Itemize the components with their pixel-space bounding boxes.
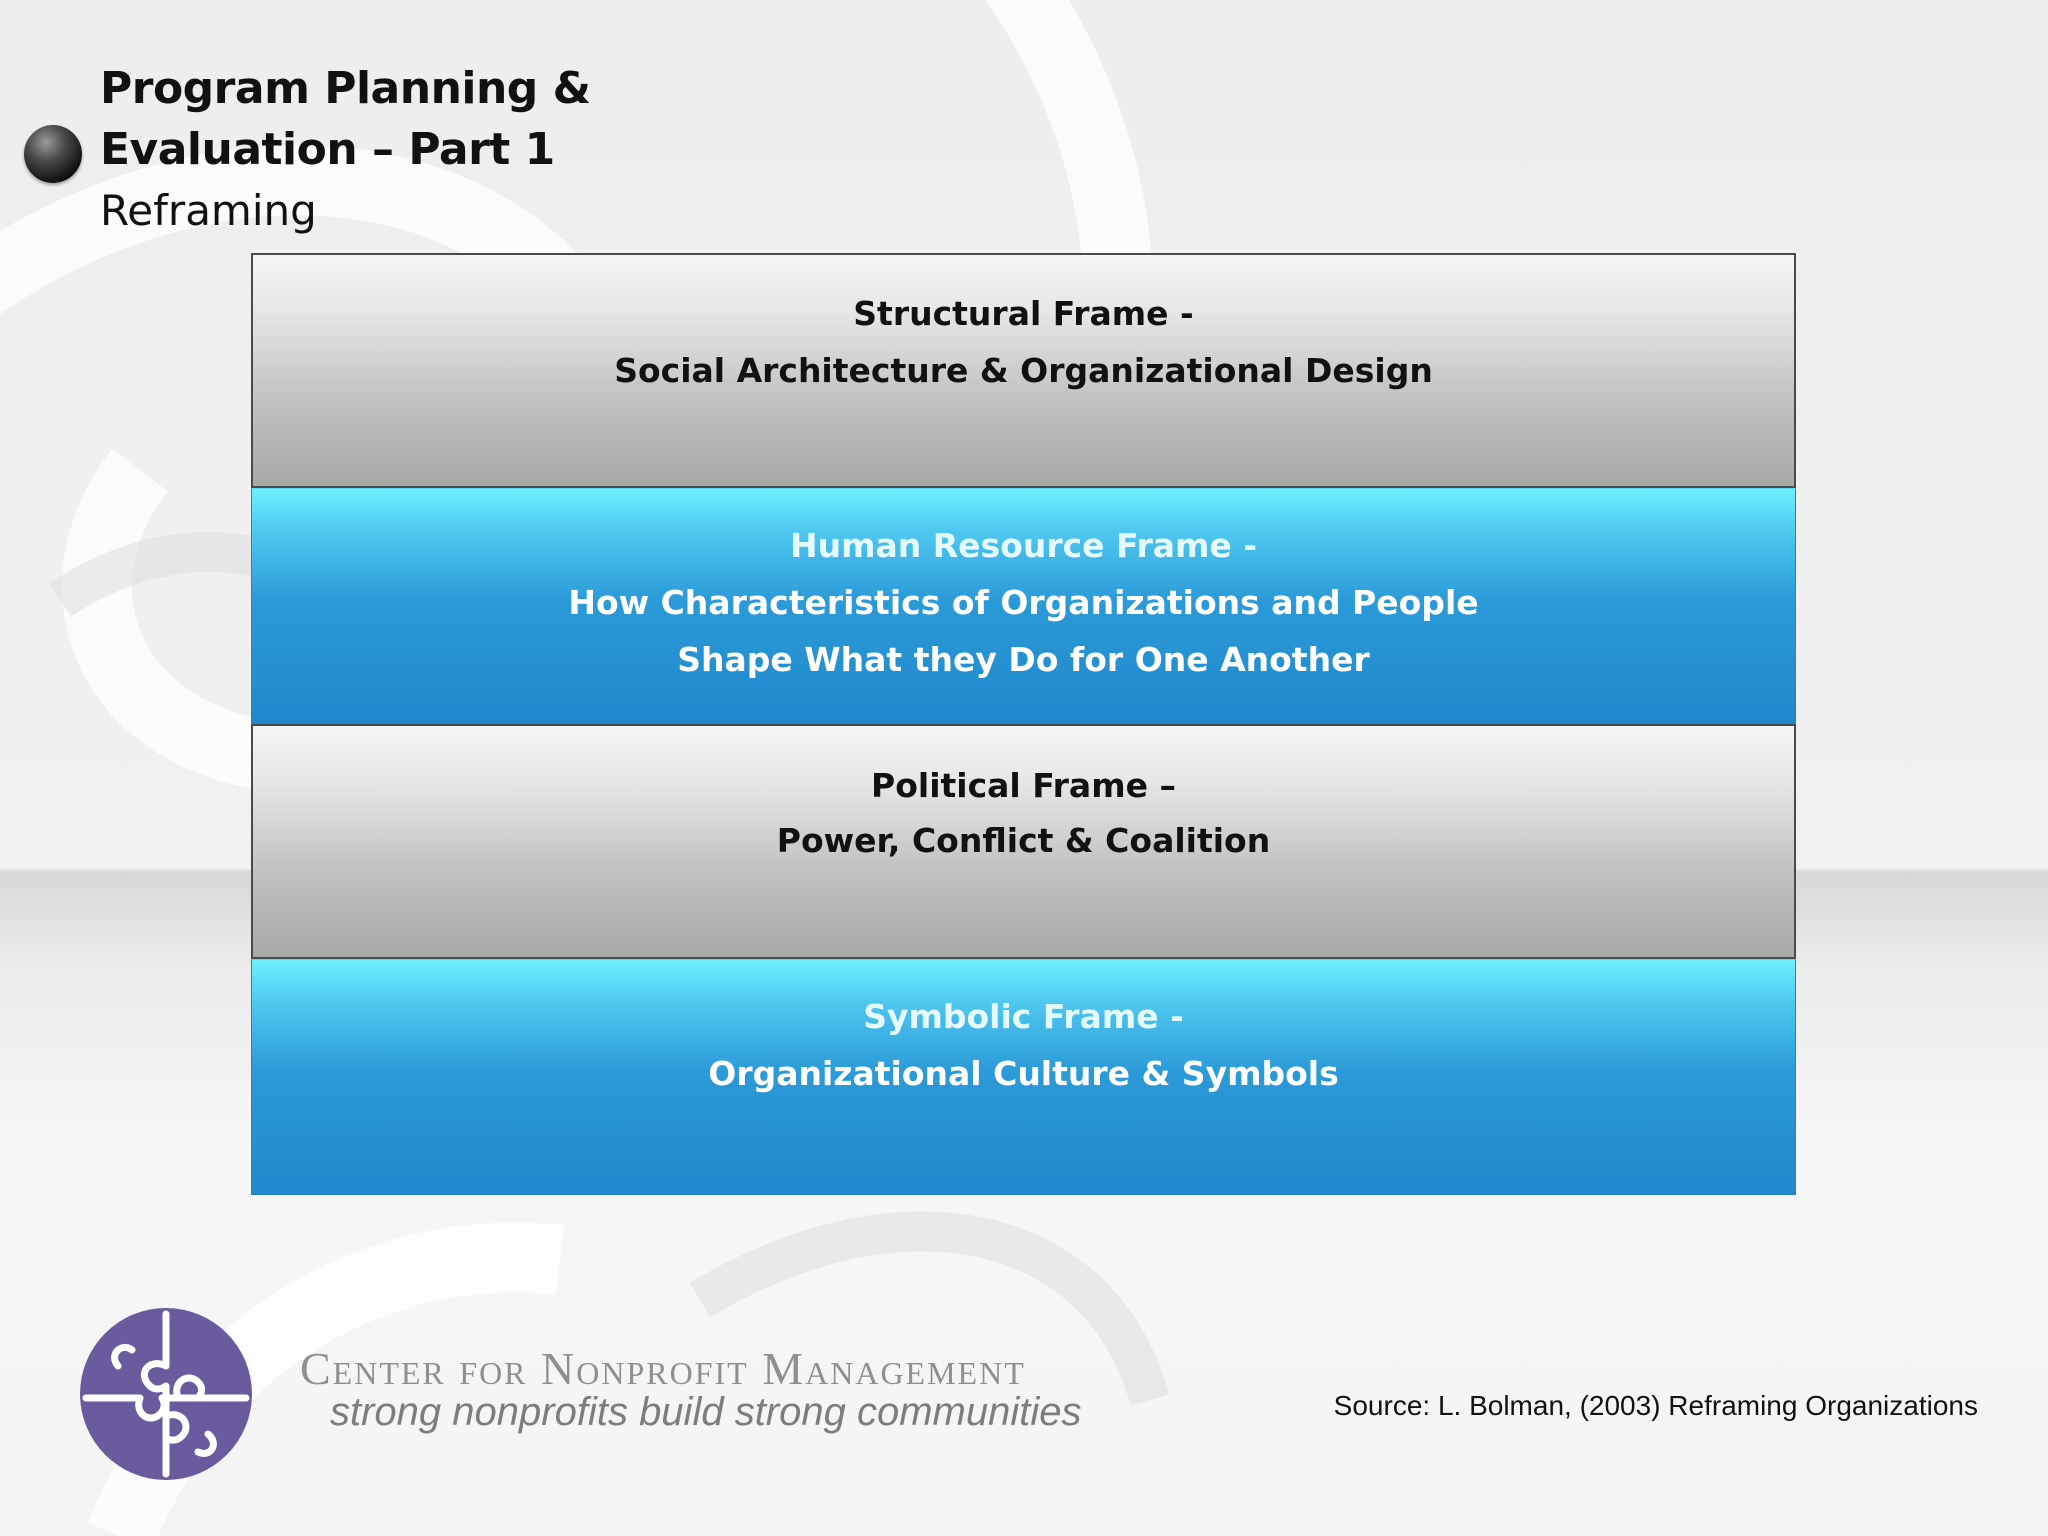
symbolic-frame-box	[251, 959, 1796, 1195]
frames-stack	[251, 253, 1796, 1195]
title-line-2: Evaluation – Part 1	[100, 124, 555, 175]
black-sphere-bullet-icon	[24, 125, 82, 183]
frame-heading: Political Frame –	[871, 766, 1176, 805]
slide-subtitle: Reframing	[100, 186, 317, 235]
structural-frame-box	[251, 253, 1796, 488]
frame-description: Social Architecture & Organizational Design	[614, 351, 1433, 390]
puzzle-logo-icon	[78, 1306, 254, 1482]
human-resource-frame-box	[251, 488, 1796, 724]
source-citation: Source: L. Bolman, (2003) Reframing Organizations	[1333, 1390, 1978, 1421]
frame-heading: Structural Frame -	[853, 294, 1194, 333]
frame-heading: Symbolic Frame -	[863, 997, 1184, 1036]
frame-heading: Human Resource Frame -	[790, 526, 1257, 565]
org-name: Center for Nonprofit Management	[300, 1343, 1026, 1394]
frame-description: Power, Conflict & Coalition	[776, 821, 1271, 860]
frame-description: Organizational Culture & Symbols	[708, 1054, 1339, 1093]
org-tagline: strong nonprofits build strong communities	[330, 1390, 1082, 1434]
title-line-1: Program Planning &	[100, 63, 591, 114]
slide-title	[100, 58, 591, 242]
frame-description: Shape What they Do for One Another	[677, 640, 1370, 679]
frame-description: How Characteristics of Organizations and People	[568, 583, 1479, 622]
political-frame-box	[251, 724, 1796, 959]
